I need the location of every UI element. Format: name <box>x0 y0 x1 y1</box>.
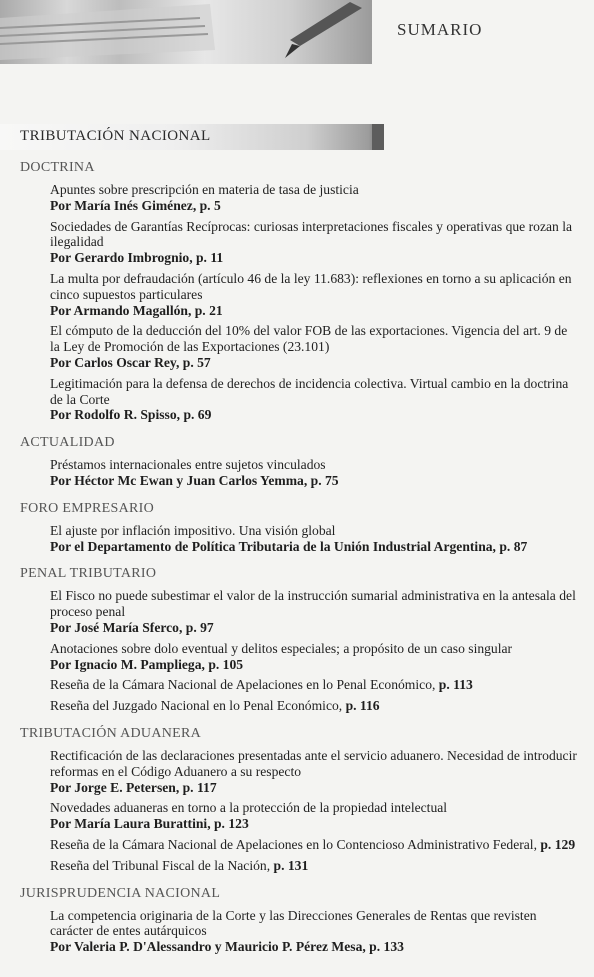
entry-title: Reseña de la Cámara Nacional de Apelaciones en lo Contencioso Administrativo Federal, <box>50 836 541 852</box>
category-heading: TRIBUTACIÓN ADUANERA <box>20 725 202 741</box>
entry-title: La competencia originaria de la Corte y las Direcciones Generales de Rentas que revisten carácter de entes autárquicos <box>50 907 537 939</box>
toc-entry[interactable] <box>50 523 580 555</box>
entry-author: Por María Laura Burattini, p. 123 <box>50 816 249 832</box>
entry-page: p. 116 <box>345 698 380 714</box>
entry-title: Legitimación para la defensa de derechos de incidencia colectiva. Virtual cambio en la doctrina de la Corte <box>50 375 569 407</box>
toc-entry[interactable] <box>50 182 580 214</box>
entry-title: El ajuste por inflación impositivo. Una visión global <box>50 522 336 538</box>
entry-author: Por Jorge E. Petersen, p. 117 <box>50 779 217 795</box>
header-photo <box>0 0 372 64</box>
entry-title: El Fisco no puede subestimar el valor de la instrucción sumarial administrativa en la antesala del proceso penal <box>50 588 576 620</box>
table-of-contents <box>20 160 580 957</box>
entry-title: Apuntes sobre prescripción en materia de tasa de justicia <box>50 182 359 197</box>
section-marker <box>372 124 384 150</box>
toc-entry[interactable] <box>50 219 580 266</box>
page-title: SUMARIO <box>397 20 483 39</box>
entry-title: Préstamos internacionales entre sujetos vinculados <box>50 457 326 473</box>
entry-title: Reseña de la Cámara Nacional de Apelaciones en lo Penal Económico, <box>50 677 439 693</box>
entry-title: Reseña del Tribunal Fiscal de la Nación, <box>50 857 274 873</box>
entry-title: Novedades aduaneras en torno a la protección de la propiedad intelectual <box>50 800 448 816</box>
entry-page: p. 113 <box>438 677 473 693</box>
toc-entry[interactable] <box>50 376 580 423</box>
category-heading: PENAL TRIBUTARIO <box>20 566 157 582</box>
entry-author: Por José María Sferco, p. 97 <box>50 619 214 635</box>
toc-entry[interactable] <box>50 323 580 370</box>
toc-entry[interactable] <box>50 837 580 853</box>
category-heading: ACTUALIDAD <box>20 435 115 451</box>
entry-author: Por Rodolfo R. Spisso, p. 69 <box>50 407 212 423</box>
entry-title: Rectificación de las declaraciones presentadas ante el servicio aduanero. Necesidad de introducir reformas en el Código Aduanero a su respecto <box>50 747 577 779</box>
entry-author: Por Armando Magallón, p. 21 <box>50 302 223 318</box>
toc-entry[interactable] <box>50 588 580 635</box>
entry-title: Anotaciones sobre dolo eventual y delitos especiales; a propósito de un caso singular <box>50 640 513 656</box>
entry-title: El cómputo de la deducción del 10% del valor FOB de las exportaciones. Vigencia del art. 9 de la Ley de Promoción de las Exportaciones (23.101) <box>50 323 568 355</box>
section-title: TRIBUTACIÓN NACIONAL <box>20 128 211 144</box>
entry-title: La multa por defraudación (artículo 46 de la ley 11.683): reflexiones en torno a su aplicación en cinco supuestos particulares <box>50 270 572 302</box>
toc-entry[interactable] <box>50 858 580 874</box>
entry-author: Por Héctor Mc Ewan y Juan Carlos Yemma, p. 75 <box>50 472 339 488</box>
section-header <box>0 124 384 150</box>
entry-page: p. 129 <box>540 836 576 852</box>
entry-author: Por Valeria P. D'Alessandro y Mauricio P. Pérez Mesa, p. 133 <box>50 939 404 955</box>
entry-author: Por el Departamento de Política Tributaria de la Unión Industrial Argentina, p. 87 <box>50 538 528 554</box>
entry-author: Por Carlos Oscar Rey, p. 57 <box>50 354 211 370</box>
entry-author: Por Ignacio M. Pampliega, p. 105 <box>50 656 244 672</box>
category-heading: FORO EMPRESARIO <box>20 500 155 516</box>
toc-entry[interactable] <box>50 800 580 832</box>
category-heading: DOCTRINA <box>20 160 95 175</box>
entry-author: Por Gerardo Imbrognio, p. 11 <box>50 250 224 266</box>
toc-entry[interactable] <box>50 641 580 673</box>
toc-entry[interactable] <box>50 677 580 693</box>
entry-page: p. 131 <box>273 857 309 873</box>
toc-entry[interactable] <box>50 457 580 489</box>
toc-entry[interactable] <box>50 748 580 795</box>
entry-title: Reseña del Juzgado Nacional en lo Penal Económico, <box>50 698 346 714</box>
toc-entry[interactable] <box>50 908 580 955</box>
category-heading: JURISPRUDENCIA NACIONAL <box>20 885 221 901</box>
toc-entry[interactable] <box>50 271 580 318</box>
entry-author: Por María Inés Giménez, p. 5 <box>50 197 221 213</box>
entry-title: Sociedades de Garantías Recíprocas: curiosas interpretaciones fiscales y operativas que rozan la ilegalidad <box>50 218 573 250</box>
toc-entry[interactable] <box>50 698 580 714</box>
